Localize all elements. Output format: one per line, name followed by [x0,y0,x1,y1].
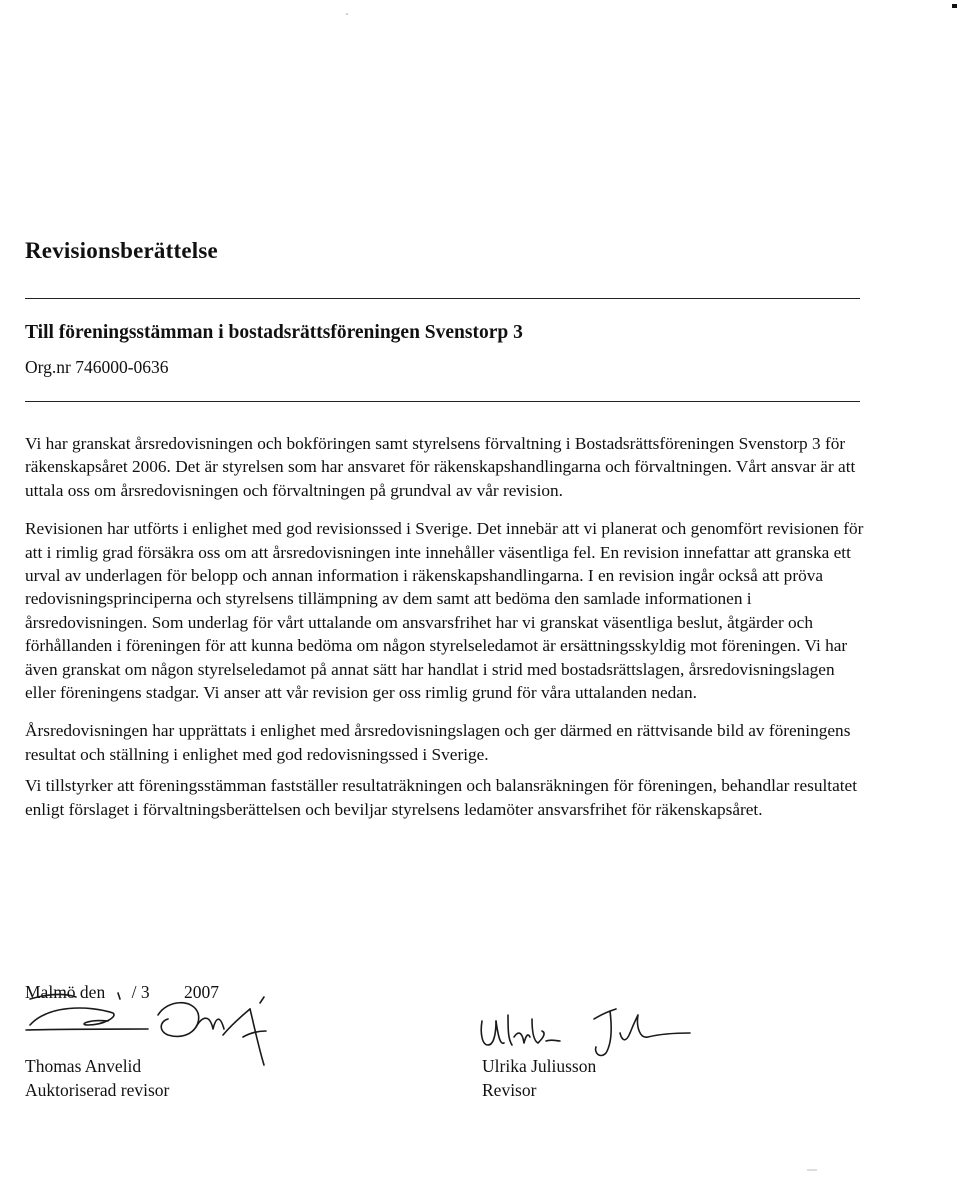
scan-speck [950,2,958,10]
paragraph-opinion: Årsredovisningen har upprättats i enlighet med årsredovisningslagen och ger därmed en rättvisande bild av föreningens resultat och ställning i enlighet med god redovisningssed i Sverige. [25,721,851,764]
paragraph-scope: Vi har granskat årsredovisningen och bokföringen samt styrelsens förvaltning i Bostadsrättsföreningen Svenstorp 3 för räkenskapsåret 2006. Det är styrelsen som har ansvaret för räkenskapshandlingarna och förvaltningen. Vårt ansvar är att uttala oss om årsredovisningen och förvaltningen på grundval av vår revision. [25,434,856,500]
scan-speck [345,12,349,16]
place-label: Malmö den [25,982,106,1002]
document-title: Revisionsberättelse [25,238,218,263]
signatory-block-right [482,1054,596,1102]
signatory-role: Revisor [482,1080,537,1100]
report-body [25,432,865,836]
signatory-role: Auktoriserad revisor [25,1080,170,1100]
document-subtitle: Till föreningsstämman i bostadsrättsföreningen Svenstorp 3 [25,322,523,343]
title-divider [25,298,860,299]
org-number: Org.nr 746000-0636 [25,357,169,377]
signatory-name: Thomas Anvelid [25,1056,142,1076]
header-divider [25,401,860,402]
date-day-month: / 3 [131,982,150,1002]
signatory-block-left [25,1054,169,1102]
date-year: 2007 [183,982,219,1002]
paragraph-recommendation: Vi tillstyrker att föreningsstämman fastställer resultaträkningen och balansräkningen för föreningen, behandlar resultatet enligt förslaget i förvaltningsberättelsen och beviljar styrelsens ledamöter ansvarsfrihet för räkenskapsåret. [25,776,858,819]
signatory-name: Ulrika Juliusson [482,1056,597,1076]
paragraph-audit-method: Revisionen har utförts i enlighet med god revisionssed i Sverige. Det innebär att vi planerat och genomfört revisionen för att i rimlig grad försäkra oss om att årsredovisningen inte innehåller väsentliga fel. En revision innefattar att granska ett urval av underlagen för belopp och annan information i räkenskapshandlingarna. I en revision ingår också att pröva redovisningsprinciperna och styrelsens tillämpning av dem samt att bedöma den samlade informationen i årsredovisningen. Som underlag för vårt uttalande om ansvarsfrihet har vi granskat väsentliga beslut, åtgärder och förhållanden i föreningen för att kunna bedöma om någon styrelseledamot är ersättningsskyldig mot föreningen. Vi har även granskat om någon styrelseledamot på annat sätt har handlat i strid med bostadsrättslagen, årsredovisningslagen eller föreningens stadgar. Vi anser att vår revision ger oss rimlig grund för våra uttalanden nedan. [25,519,864,703]
scan-speck [806,1168,818,1172]
